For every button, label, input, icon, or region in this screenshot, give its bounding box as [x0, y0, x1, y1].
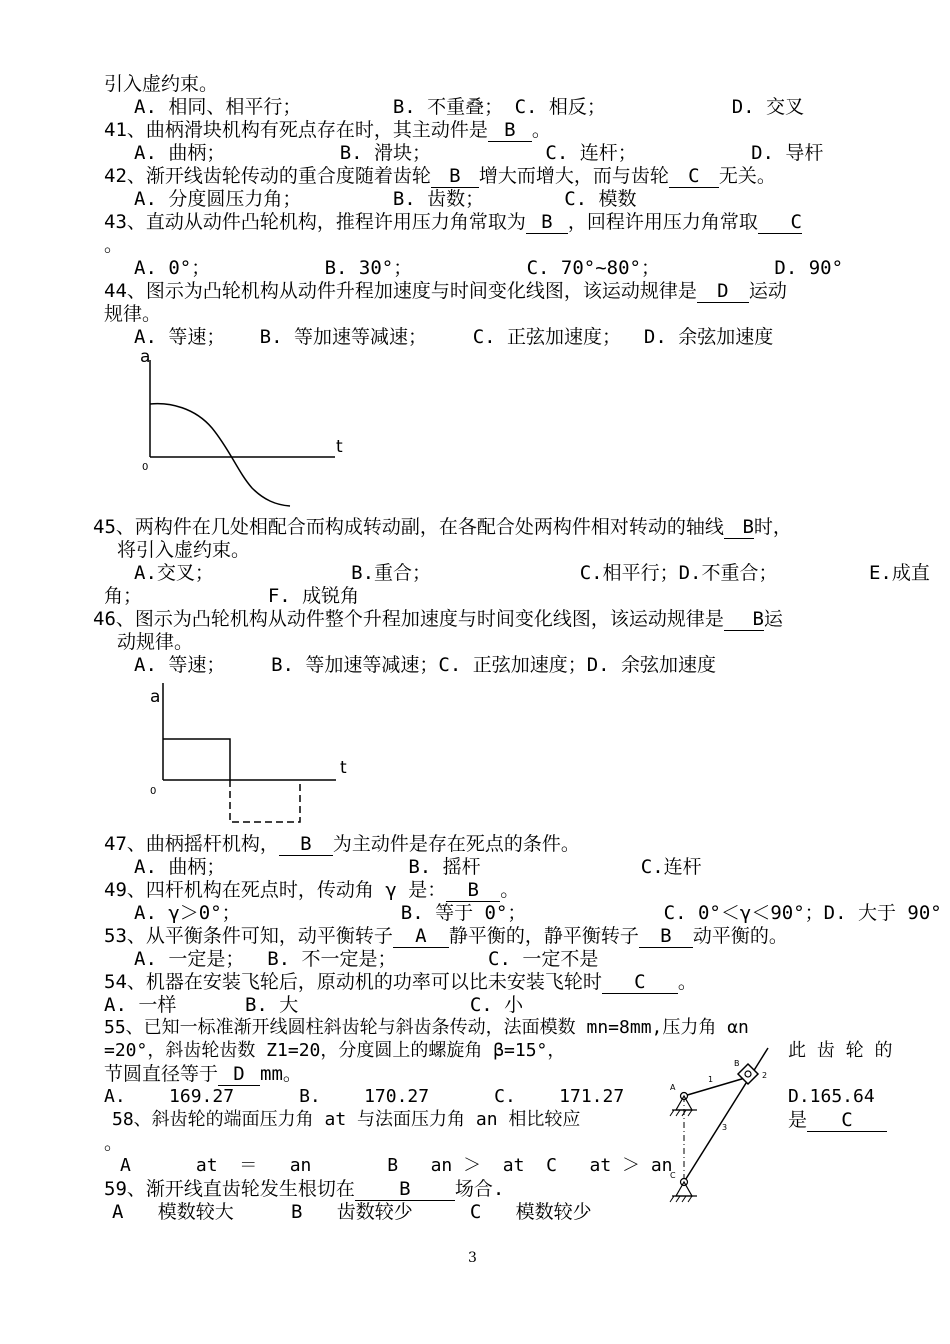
answer-blank: B	[724, 516, 754, 539]
fig44-y-label: a	[140, 347, 151, 367]
answer-blank: A	[393, 925, 449, 948]
answer-blank: C	[602, 971, 678, 994]
joint-label-b: B	[734, 1059, 740, 1068]
question-49: 49、四杆机构在死点时，传动角 γ 是： B 。	[104, 879, 520, 901]
options-line: A. 曲柄； B. 滑块； C. 连杆； D. 导杆	[134, 142, 824, 164]
fig44-origin-label: 0	[142, 462, 149, 473]
question-55-cont: 节圆直径等于 D mm。	[104, 1063, 302, 1085]
text-line: 角； F. 成锐角	[104, 585, 360, 607]
question-58-right: 是 C	[788, 1109, 887, 1132]
options-line: A. 0°； B. 30°； C. 70°~80°； D. 90°	[134, 257, 844, 279]
question-42: 42、渐开线齿轮传动的重合度随着齿轮 B 增大而增大，而与齿轮 C 无关。	[104, 165, 776, 187]
question-59: 59、渐开线直齿轮发生根切在 B 场合.	[104, 1178, 505, 1200]
answer-blank: C	[758, 211, 802, 234]
joint-label-c: C	[670, 1171, 676, 1180]
answer-blank: C	[807, 1109, 887, 1132]
question-43: 43、直动从动件凸轮机构，推程许用压力角常取为 B ，回程许用压力角常取 C	[104, 211, 802, 233]
question-54: 54、机器在安装飞轮后，原动机的功率可以比未安装飞轮时 C 。	[104, 971, 697, 993]
options-line-right: D.165.64	[788, 1086, 875, 1107]
answer-blank: B	[488, 119, 532, 142]
question-58: 58、斜齿轮的端面压力角 at 与法面压力角 an 相比较应	[112, 1109, 581, 1130]
fig46-x-label: t	[340, 758, 347, 778]
answer-blank: B	[279, 833, 333, 856]
fig46-origin-label: 0	[150, 786, 157, 797]
fig44-x-label: t	[336, 437, 343, 457]
link-label-1: 1	[708, 1075, 714, 1084]
options-line: A. γ＞0°； B. 等于 0°； C. 0°＜γ＜90°；D. 大于 90°	[134, 902, 942, 924]
page-number: 3	[468, 1250, 477, 1266]
text-line: 规律。	[104, 303, 162, 325]
question-53: 53、从平衡条件可知，动平衡转子 A 静平衡的，静平衡转子 B 动平衡的。	[104, 925, 788, 947]
options-line: A. 分度圆压力角； B. 齿数； C. 模数	[134, 188, 637, 210]
link-label-3: 3	[722, 1123, 728, 1132]
text-line: 。	[104, 1132, 124, 1154]
text-line: 。	[104, 234, 124, 256]
options-line: A. 等速； B. 等加速等减速； C. 正弦加速度； D. 余弦加速度	[134, 326, 774, 348]
text-line: 动规律。	[117, 631, 194, 653]
fig46-y-label: a	[150, 687, 161, 707]
question-44: 44、图示为凸轮机构从动件升程加速度与时间变化线图，该运动规律是 D 运动	[104, 280, 787, 302]
text-line: 将引入虚约束。	[117, 539, 251, 561]
options-line: A. 一样 B. 大 C. 小	[104, 994, 524, 1016]
options-line: A.交叉； B.重合； C.相平行；D.不重合； E.成直	[134, 562, 930, 584]
answer-blank: B	[431, 165, 479, 188]
question-41: 41、曲柄滑块机构有死点存在时，其主动件是 B 。	[104, 119, 551, 141]
joint-label-a: A	[670, 1083, 676, 1092]
answer-blank: D	[697, 280, 749, 303]
options-line: A 模数较大 B 齿数较少 C 模数较少	[112, 1201, 592, 1223]
question-45: 45、两构件在几处相配合而构成转动副，在各配合处两构件相对转动的轴线 B时，	[93, 516, 792, 538]
answer-blank: B	[526, 211, 568, 234]
question-55-cont: =20°，斜齿轮齿数 Z1=20，分度圆上的螺旋角 β=15°，	[104, 1040, 566, 1061]
answer-blank: C	[669, 165, 719, 188]
options-line: A. 相同、相平行； B. 不重叠； C. 相反； D. 交叉	[134, 96, 805, 118]
text-line: 引入虚约束。	[104, 73, 219, 95]
question-47: 47、曲柄摇杆机构， B 为主动件是存在死点的条件。	[104, 833, 580, 855]
options-line: A. 曲柄； B. 摇杆 C.连杆	[134, 856, 702, 878]
options-line: A at ＝ an B an ＞ at C at ＞ an	[120, 1155, 673, 1176]
question-46: 46、图示为凸轮机构从动件整个升程加速度与时间变化线图，该运动规律是 B运	[93, 608, 783, 630]
answer-blank: B	[446, 879, 500, 902]
options-line: A. 等速； B. 等加速等减速；C. 正弦加速度；D. 余弦加速度	[134, 654, 717, 676]
question-55: 55、已知一标准渐开线圆柱斜齿轮与斜齿条传动，法面模数 mn=8mm,压力角 αn	[104, 1017, 749, 1038]
link-label-2: 2	[762, 1071, 768, 1080]
options-line: A. 169.27 B. 170.27 C. 171.27	[104, 1086, 625, 1107]
answer-blank: B	[639, 925, 693, 948]
answer-blank: B	[355, 1178, 455, 1201]
answer-blank: B	[724, 608, 764, 631]
options-line: A. 一定是； B. 不一定是； C. 一定不是	[134, 948, 599, 970]
question-55-cont-right: 此 齿 轮 的	[788, 1040, 893, 1061]
answer-blank: D	[218, 1063, 260, 1086]
